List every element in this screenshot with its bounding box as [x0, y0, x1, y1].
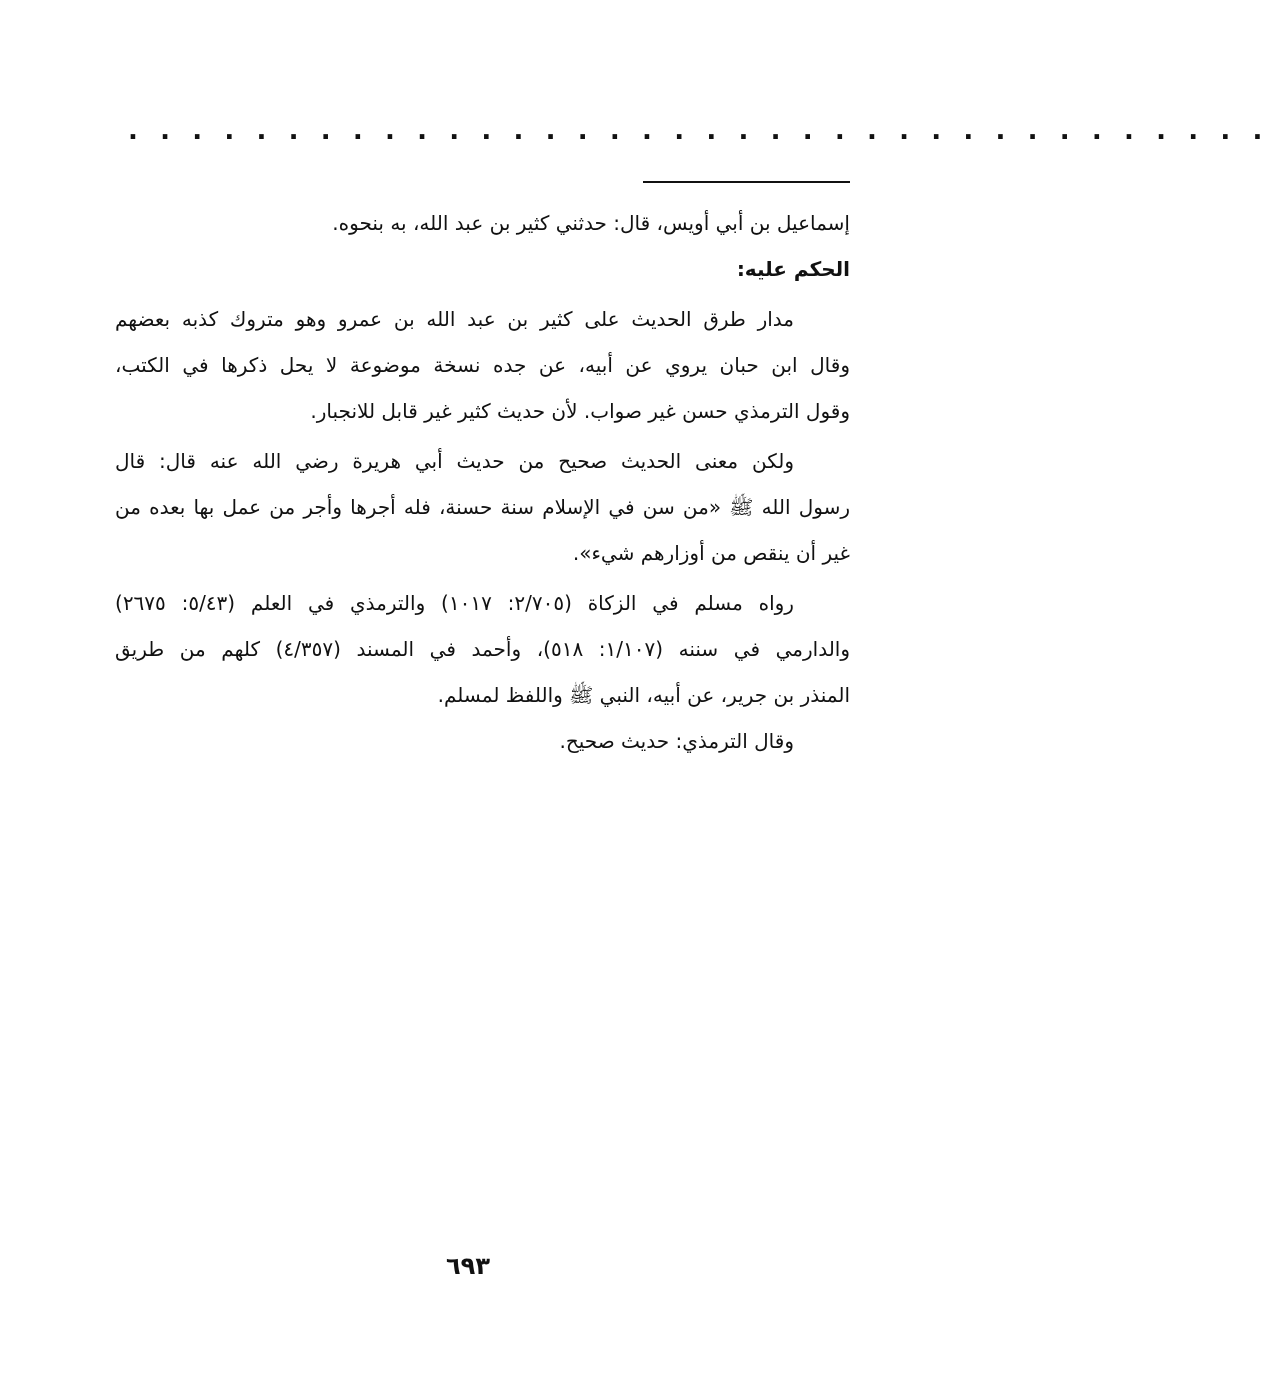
- paragraph-3-line-2: والدارمي في سننه (١/١٠٧: ٥١٨)، وأحمد في المسند (٤/٣٥٧) كلهم من طريق: [115, 637, 850, 661]
- ruling-heading: [115, 246, 850, 292]
- ruling-paragraph-1: [115, 296, 850, 434]
- paragraph-2-line-3: غير أن ينقص من أوزارهم شيء».: [572, 541, 850, 565]
- paragraph-1-line-1: مدار طرق الحديث على كثير بن عبد الله بن عمرو وهو متروك كذبه بعضهم: [115, 307, 794, 331]
- ruling-heading-text: الحكم عليه:: [736, 257, 850, 281]
- paragraph-3-line-1: رواه مسلم في الزكاة (٢/٧٠٥: ١٠١٧) والترمذي في العلم (٥/٤٣: ٢٦٧٥): [115, 591, 794, 615]
- paragraph-2-line-2: رسول الله ﷺ «من سن في الإسلام سنة حسنة، فله أجرها وأجر من عمل بها بعده من: [115, 495, 850, 519]
- paragraph-3-line-3: المنذر بن جرير، عن أبيه، النبي ﷺ واللفظ لمسلم.: [437, 683, 850, 707]
- ruling-paragraph-4: [115, 718, 850, 764]
- paragraph-1-line-3: وقول الترمذي حسن غير صواب. لأن حديث كثير غير قابل للانجبار.: [310, 399, 850, 423]
- continuation-line-1: إسماعيل بن أبي أويس، قال: حدثني كثير بن عبد الله، به بنحوه.: [332, 211, 850, 235]
- paragraph-1-line-2: وقال ابن حبان يروي عن أبيه، عن جده نسخة موضوعة لا يحل ذكرها في الكتب،: [115, 353, 850, 377]
- page-body: [115, 200, 850, 764]
- dotted-separator: . . . . . . . . . . . . . . . . . . . . . . . . . . . . . . . . . . . .: [128, 116, 1269, 146]
- page-number: ٦٩٣: [446, 1252, 490, 1280]
- footnote-rule: [643, 181, 850, 183]
- continuation-paragraph: [115, 200, 850, 246]
- paragraph-4-line-1: وقال الترمذي: حديث صحيح.: [559, 729, 794, 753]
- ruling-paragraph-3: [115, 580, 850, 718]
- ruling-paragraph-2: [115, 438, 850, 576]
- paragraph-2-line-1: ولكن معنى الحديث صحيح من حديث أبي هريرة رضي الله عنه قال: قال: [115, 449, 794, 473]
